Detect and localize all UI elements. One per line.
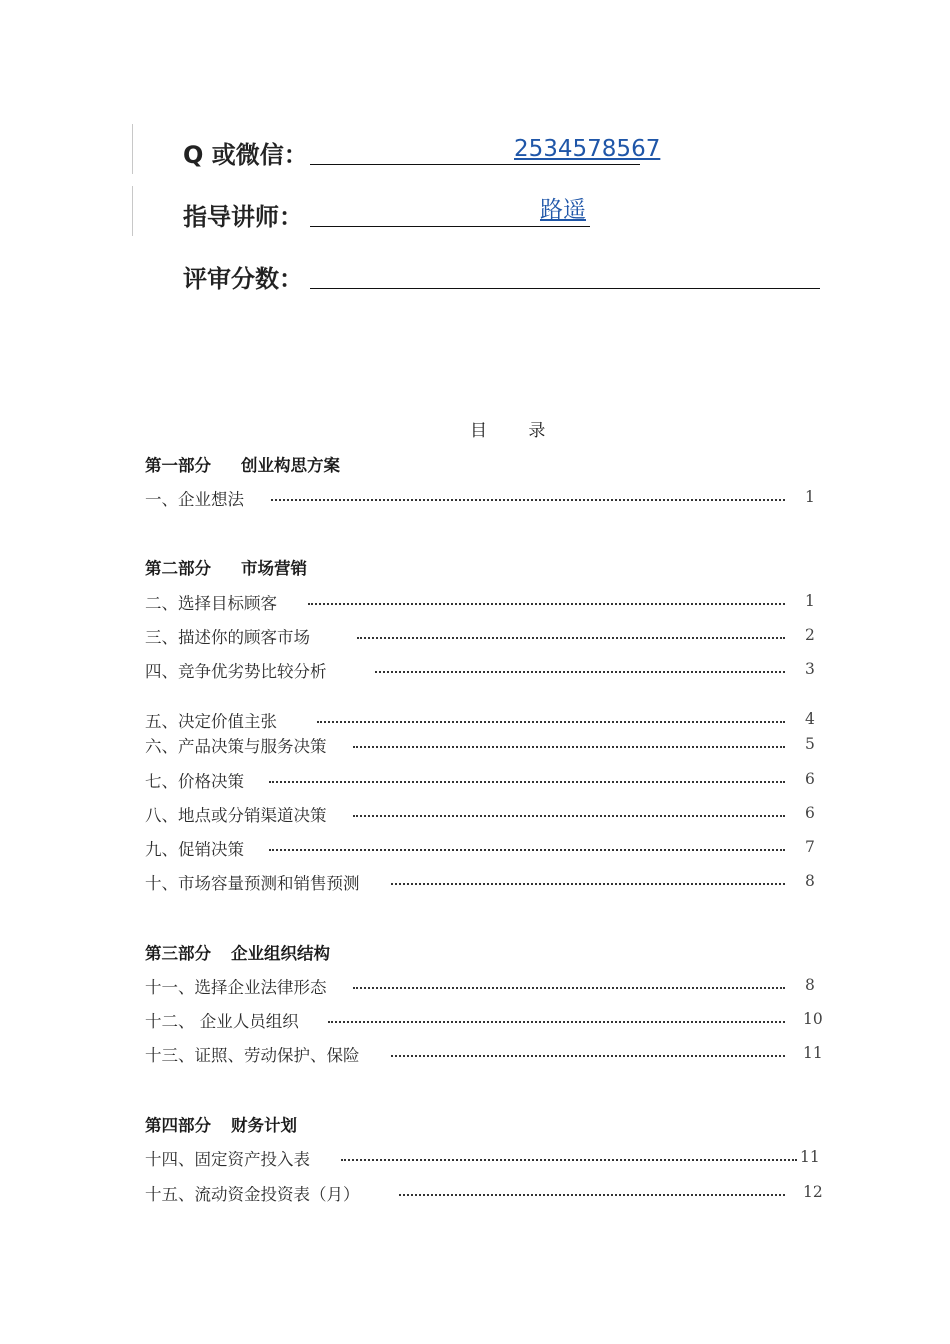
qq-value[interactable]: 2534578567 xyxy=(514,136,661,162)
toc-leader-dots xyxy=(271,495,785,501)
toc-entry-label: 七、价格决策 xyxy=(145,772,244,791)
toc-entry[interactable] xyxy=(145,708,825,732)
toc-entry-label: 十一、选择企业法律形态 xyxy=(145,978,327,997)
toc-entry[interactable] xyxy=(145,733,825,757)
toc-entry-page: 1 xyxy=(805,488,815,506)
toc-leader-dots xyxy=(399,1190,785,1196)
toc-entry-page: 10 xyxy=(803,1010,823,1028)
toc-entry-label: 四、竞争优劣势比较分析 xyxy=(145,662,327,681)
toc-leader-dots xyxy=(269,845,785,851)
toc-leader-dots xyxy=(391,879,785,885)
score-underline xyxy=(310,256,820,289)
toc-entry-label: 十二、 企业人员组织 xyxy=(145,1012,299,1031)
toc-entry-page: 11 xyxy=(803,1044,823,1062)
toc-entry[interactable] xyxy=(145,1042,825,1066)
toc-entry-label: 九、促销决策 xyxy=(145,840,244,859)
toc-entry-page: 5 xyxy=(805,735,815,753)
toc-section-heading xyxy=(145,940,330,964)
toc-entry[interactable] xyxy=(145,1181,825,1205)
toc-entry[interactable] xyxy=(145,1008,825,1032)
toc-leader-dots xyxy=(375,667,785,673)
toc-leader-dots xyxy=(391,1051,785,1057)
toc-leader-dots xyxy=(353,811,785,817)
toc-leader-dots xyxy=(353,742,785,748)
toc-entry[interactable] xyxy=(145,870,825,894)
margin-bar-middle xyxy=(132,186,133,236)
toc-section-heading xyxy=(145,555,307,579)
toc-entry-label: 二、选择目标顾客 xyxy=(145,594,277,613)
teacher-label: 指导讲师： xyxy=(183,203,303,231)
toc-leader-dots xyxy=(308,599,785,605)
toc-entry-label: 一、企业想法 xyxy=(145,490,244,509)
toc-leader-dots xyxy=(317,717,785,723)
teacher-underline xyxy=(310,194,590,227)
toc-entry-page: 2 xyxy=(805,626,815,644)
toc-entry-label: 十五、流动资金投资表（月） xyxy=(145,1185,360,1204)
toc-leader-dots xyxy=(357,633,785,639)
section-title: 财务计划 xyxy=(231,1116,297,1135)
toc-entry-label: 三、描述你的顾客市场 xyxy=(145,628,310,647)
toc-entry-page: 6 xyxy=(805,770,815,788)
qq-row xyxy=(183,130,308,170)
section-title: 企业组织结构 xyxy=(231,944,330,963)
toc-entry-label: 五、决定价值主张 xyxy=(145,712,277,731)
toc-entry[interactable] xyxy=(145,974,825,998)
toc-entry[interactable] xyxy=(145,624,825,648)
toc-section-heading xyxy=(145,1112,297,1136)
qq-underline xyxy=(310,132,661,165)
qq-label: Q 或微信： xyxy=(183,141,308,169)
toc-title: 目 录 xyxy=(470,421,564,441)
toc-leader-dots xyxy=(353,983,785,989)
toc-leader-dots xyxy=(269,777,785,783)
toc-entry[interactable] xyxy=(145,1146,825,1170)
teacher-row xyxy=(183,192,303,232)
section-number: 第三部分 xyxy=(145,944,211,963)
teacher-value[interactable]: 路遥 xyxy=(540,197,586,223)
toc-entry-label: 十三、证照、劳动保护、保险 xyxy=(145,1046,360,1065)
section-number: 第四部分 xyxy=(145,1116,211,1135)
toc-entry-page: 8 xyxy=(805,976,815,994)
toc-entry-page: 6 xyxy=(805,804,815,822)
toc-leader-dots xyxy=(341,1155,797,1161)
toc-entry-page: 11 xyxy=(800,1148,820,1166)
toc-leader-dots xyxy=(328,1017,785,1023)
score-label: 评审分数： xyxy=(183,265,303,293)
toc-entry[interactable] xyxy=(145,590,825,614)
section-number: 第一部分 xyxy=(145,456,211,475)
toc-entry[interactable] xyxy=(145,486,825,510)
toc-section-heading xyxy=(145,452,340,476)
toc-entry[interactable] xyxy=(145,802,825,826)
toc-entry-label: 十四、固定资产投入表 xyxy=(145,1150,310,1169)
section-number: 第二部分 xyxy=(145,559,211,578)
score-row xyxy=(183,254,303,294)
toc-entry-page: 7 xyxy=(805,838,815,856)
toc-entry-page: 4 xyxy=(805,710,815,728)
section-title: 创业构思方案 xyxy=(241,456,340,475)
margin-bar-top xyxy=(132,124,133,174)
toc-entry-page: 3 xyxy=(805,660,815,678)
toc-entry-label: 十、市场容量预测和销售预测 xyxy=(145,874,360,893)
toc-entry-page: 8 xyxy=(805,872,815,890)
toc-entry-page: 1 xyxy=(805,592,815,610)
toc-entry[interactable] xyxy=(145,836,825,860)
toc-entry[interactable] xyxy=(145,658,825,682)
toc-entry-label: 六、产品决策与服务决策 xyxy=(145,737,327,756)
toc-entry[interactable] xyxy=(145,768,825,792)
section-title: 市场营销 xyxy=(241,559,307,578)
toc-entry-label: 八、地点或分销渠道决策 xyxy=(145,806,327,825)
toc-entry-page: 12 xyxy=(803,1183,823,1201)
